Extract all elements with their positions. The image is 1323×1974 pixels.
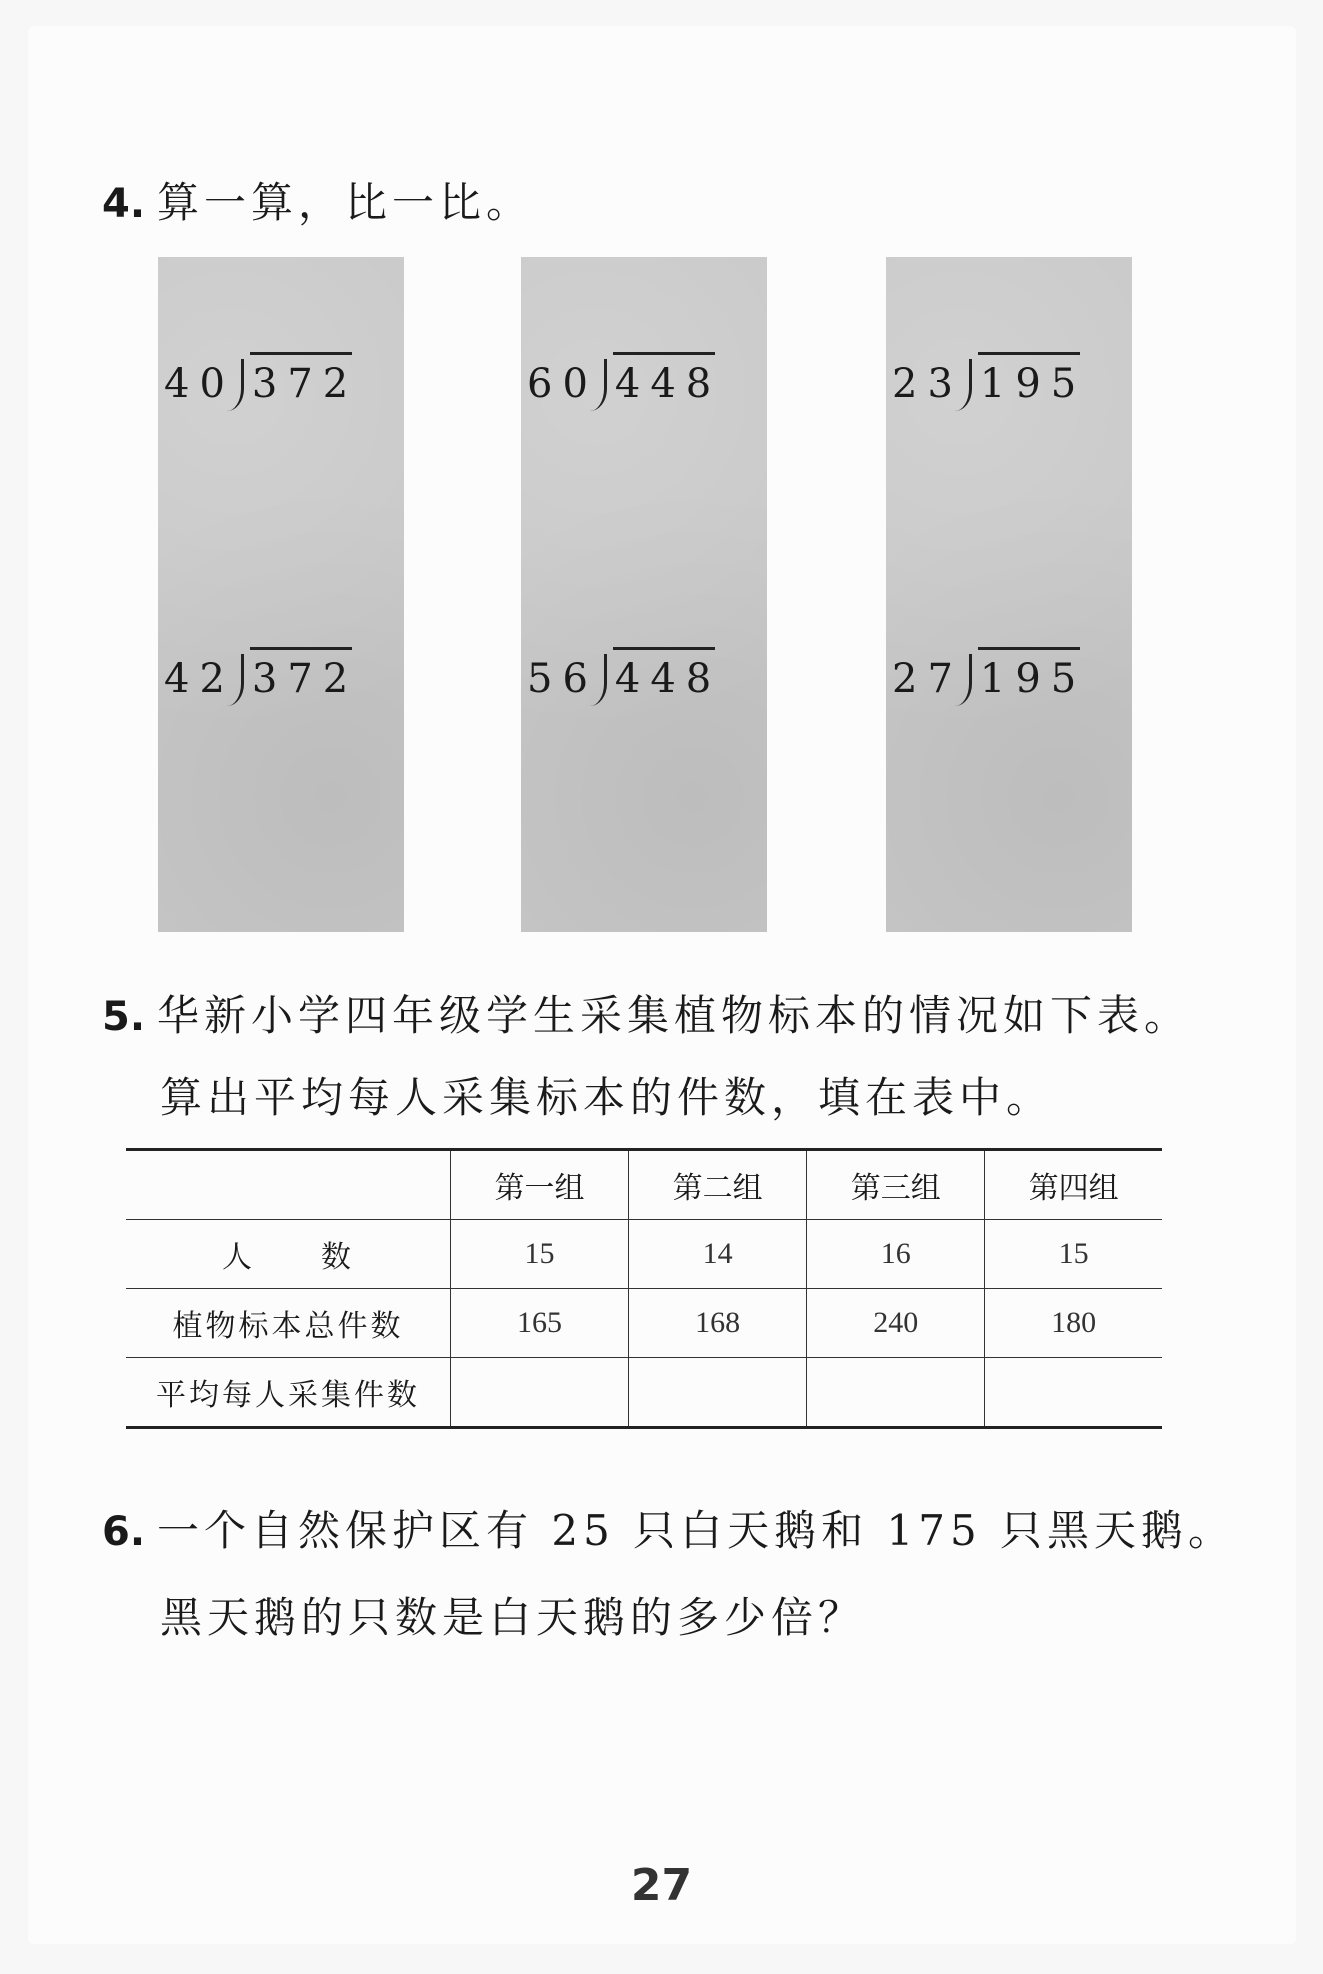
table-cell: 15 (451, 1220, 629, 1289)
question-5-number: 5. (102, 994, 146, 1040)
row-label: 人 数 (126, 1220, 451, 1289)
table-cell: 14 (629, 1220, 807, 1289)
division-bracket (955, 654, 972, 706)
divisor: 40 (164, 361, 235, 407)
table-cell: 165 (451, 1289, 629, 1358)
table-cell: 15 (985, 1220, 1162, 1289)
answer-cell[interactable] (451, 1358, 629, 1428)
division-problem (527, 647, 722, 707)
answer-cell[interactable] (629, 1358, 807, 1428)
division-bracket (590, 654, 607, 706)
division-panel-3 (886, 257, 1132, 932)
dividend: 372 (250, 647, 352, 702)
table-header-cell: 第三组 (807, 1150, 985, 1220)
division-problem (892, 352, 1087, 412)
question-4-title (102, 170, 533, 230)
answer-cell[interactable] (985, 1358, 1162, 1428)
question-5-line-2: 算出平均每人采集标本的件数，填在表中。 (160, 1073, 1054, 1122)
table-header-cell: 第二组 (629, 1150, 807, 1220)
row-label: 平均每人采集件数 (126, 1358, 451, 1428)
question-5-text-1: 华新小学四年级学生采集植物标本的情况如下表。 (157, 991, 1192, 1040)
division-problem (527, 352, 722, 412)
division-problem (892, 647, 1087, 707)
question-6-line-1 (102, 1498, 1235, 1558)
table-row (126, 1358, 1162, 1428)
dividend: 195 (978, 647, 1080, 702)
question-5-line-1 (102, 983, 1191, 1043)
division-problem (164, 352, 359, 412)
question-4-text: 算一算，比一比。 (157, 178, 534, 227)
divisor: 27 (892, 656, 963, 702)
table-header-cell (126, 1150, 451, 1220)
dividend: 372 (250, 352, 352, 407)
table-header-cell: 第四组 (985, 1150, 1162, 1220)
question-6-number: 6. (102, 1509, 146, 1555)
table-cell: 16 (807, 1220, 985, 1289)
specimen-table (126, 1148, 1162, 1429)
dividend: 448 (613, 647, 715, 702)
question-6-text-1: 一个自然保护区有 25 只白天鹅和 175 只黑天鹅。 (157, 1506, 1236, 1555)
table-row (126, 1220, 1162, 1289)
divisor: 60 (527, 361, 598, 407)
division-problem (164, 647, 359, 707)
dividend: 195 (978, 352, 1080, 407)
page-number: 27 (630, 1860, 693, 1911)
divisor: 23 (892, 361, 963, 407)
division-bracket (227, 654, 244, 706)
dividend: 448 (613, 352, 715, 407)
table-cell: 240 (807, 1289, 985, 1358)
table-cell: 168 (629, 1289, 807, 1358)
question-6-line-2: 黑天鹅的只数是白天鹅的多少倍？ (160, 1593, 866, 1642)
division-panel-2 (521, 257, 767, 932)
question-4-number: 4. (102, 181, 146, 227)
table-row (126, 1289, 1162, 1358)
table-cell: 180 (985, 1289, 1162, 1358)
division-bracket (590, 359, 607, 411)
division-bracket (955, 359, 972, 411)
divisor: 42 (164, 656, 235, 702)
answer-cell[interactable] (807, 1358, 985, 1428)
division-panel-1 (158, 257, 404, 932)
division-bracket (227, 359, 244, 411)
table-header-row (126, 1150, 1162, 1220)
divisor: 56 (527, 656, 598, 702)
row-label: 植物标本总件数 (126, 1289, 451, 1358)
table-header-cell: 第一组 (451, 1150, 629, 1220)
